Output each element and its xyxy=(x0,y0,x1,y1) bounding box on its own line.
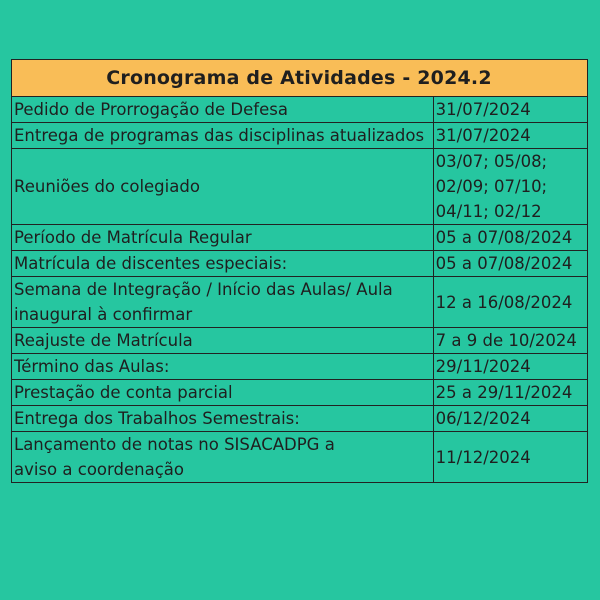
activity-cell: Matrícula de discentes especiais: xyxy=(12,251,434,277)
date-cell: 25 a 29/11/2024 xyxy=(433,380,587,406)
table-row xyxy=(12,225,588,251)
activity-cell: Reuniões do colegiado xyxy=(12,149,434,225)
date-cell: 12 a 16/08/2024 xyxy=(433,277,587,328)
activity-cell: Prestação de conta parcial xyxy=(12,380,434,406)
table-row xyxy=(12,328,588,354)
table-row xyxy=(12,149,588,225)
table-row xyxy=(12,380,588,406)
activity-cell: Semana de Integração / Início das Aulas/ Aula inaugural à confirmar xyxy=(12,277,434,328)
table-header-row xyxy=(12,60,588,97)
schedule-table xyxy=(11,59,588,483)
activity-cell: Período de Matrícula Regular xyxy=(12,225,434,251)
activity-cell: Entrega dos Trabalhos Semestrais: xyxy=(12,406,434,432)
date-cell: 05 a 07/08/2024 xyxy=(433,251,587,277)
table-row xyxy=(12,354,588,380)
date-cell: 05 a 07/08/2024 xyxy=(433,225,587,251)
table-row xyxy=(12,277,588,328)
activity-cell: Pedido de Prorrogação de Defesa xyxy=(12,97,434,123)
table-row xyxy=(12,406,588,432)
date-cell: 06/12/2024 xyxy=(433,406,587,432)
page-title: Cronograma de Atividades - 2024.2 xyxy=(12,60,588,97)
date-cell: 11/12/2024 xyxy=(433,432,587,483)
date-cell: 31/07/2024 xyxy=(433,97,587,123)
table-row xyxy=(12,432,588,483)
activity-cell: Lançamento de notas no SISACADPG a aviso a coordenação xyxy=(12,432,434,483)
activity-cell: Entrega de programas das disciplinas atualizados xyxy=(12,123,434,149)
table-row xyxy=(12,97,588,123)
date-cell: 03/07; 05/08; 02/09; 07/10; 04/11; 02/12 xyxy=(433,149,587,225)
date-cell: 7 a 9 de 10/2024 xyxy=(433,328,587,354)
table-row xyxy=(12,251,588,277)
date-cell: 29/11/2024 xyxy=(433,354,587,380)
table-row xyxy=(12,123,588,149)
activity-cell: Reajuste de Matrícula xyxy=(12,328,434,354)
activity-cell: Término das Aulas: xyxy=(12,354,434,380)
date-cell: 31/07/2024 xyxy=(433,123,587,149)
